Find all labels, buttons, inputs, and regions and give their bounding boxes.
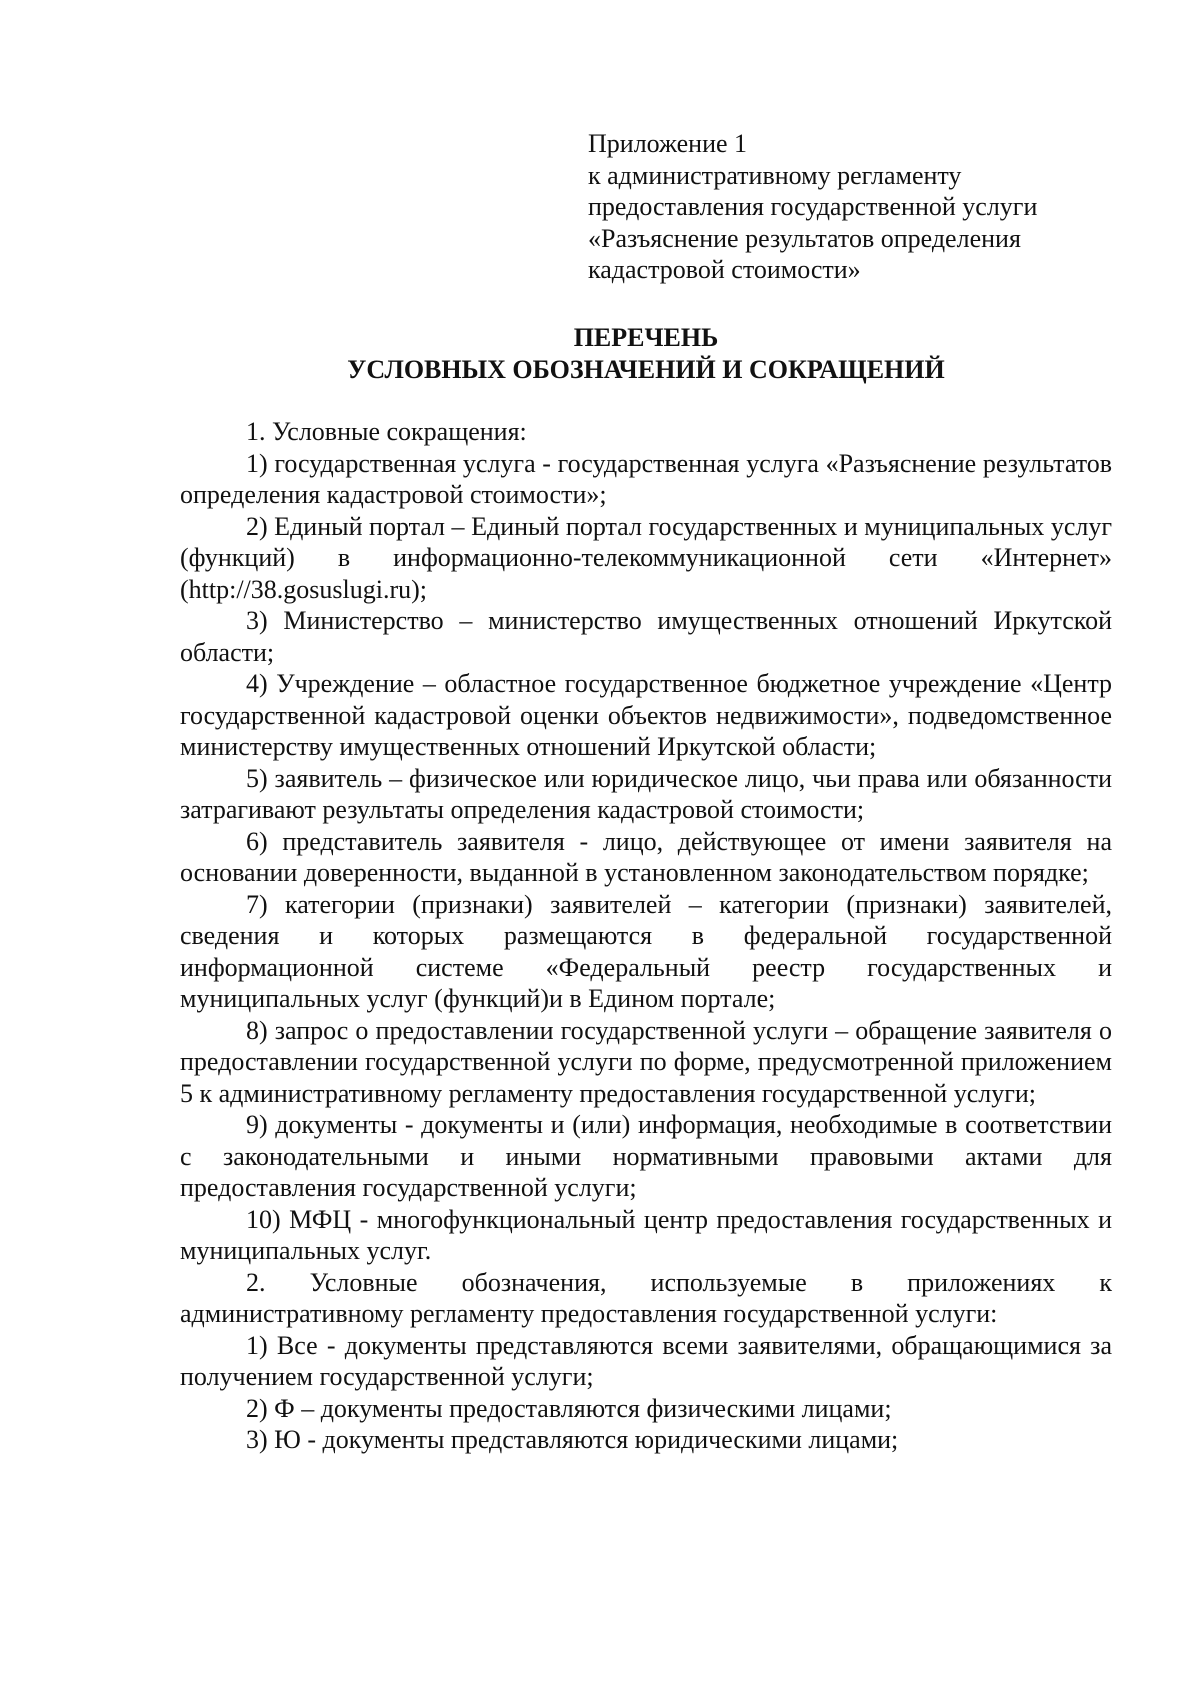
document-body bbox=[180, 416, 1112, 1456]
section-heading: 2. Условные обозначения, используемые в приложениях к административному регламенту предоставления государственной услуги: bbox=[180, 1267, 1112, 1328]
appendix-line: к административному регламенту bbox=[588, 160, 962, 190]
list-item: 2) Ф – документы предоставляются физическими лицами; bbox=[246, 1393, 892, 1423]
list-item: 1) Все - документы представляются всеми заявителями, обращающимися за получением государственной услуги; bbox=[180, 1330, 1112, 1391]
list-item: 5) заявитель – физическое или юридическое лицо, чьи права или обязанности затрагивают результаты определения кадастровой стоимости; bbox=[180, 763, 1112, 824]
list-item: 9) документы - документы и (или) информация, необходимые в соответствии с законодательными и иными нормативными правовыми актами для предоставления государственной услуги; bbox=[180, 1110, 1112, 1202]
list-item: 7) категории (признаки) заявителей – категории (признаки) заявителей, сведения и которых размещаются в федеральной государственной информационной системе «Федеральный реестр государственных и муниципальных услуг (функций)и в Едином портале; bbox=[180, 889, 1112, 1013]
list-item: 4) Учреждение – областное государственное бюджетное учреждение «Центр государственной кадастровой оценки объектов недвижимости», подведомственное министерству имущественных отношений Иркутской области; bbox=[180, 669, 1112, 761]
list-item: 8) запрос о предоставлении государственной услуги – обращение заявителя о предоставлении государственной услуги по форме, предусмотренной приложением 5 к административному регламенту предоставления государственной услуги; bbox=[180, 1015, 1112, 1108]
section-heading: 1. Условные сокращения: bbox=[246, 417, 527, 446]
title-line: ПЕРЕЧЕНЬ bbox=[573, 323, 719, 352]
appendix-line: кадастровой стоимости» bbox=[588, 255, 861, 284]
appendix-line: «Разъяснение результатов определения bbox=[588, 223, 1021, 253]
document-title bbox=[180, 322, 1112, 386]
appendix-line: предоставления государственной услуги bbox=[588, 192, 1038, 221]
list-item: 2) Единый портал – Единый портал государственных и муниципальных услуг (функций) в информационно-телекоммуникационной сети «Интернет» (http://38.gosuslugi.ru); bbox=[180, 511, 1112, 604]
appendix-header bbox=[588, 128, 1108, 286]
appendix-line: Приложение 1 bbox=[588, 129, 748, 158]
title-line: УСЛОВНЫХ ОБОЗНАЧЕНИЙ И СОКРАЩЕНИЙ bbox=[347, 355, 945, 384]
list-item: 10) МФЦ - многофункциональный центр предоставления государственных и муниципальных услуг. bbox=[180, 1204, 1112, 1265]
list-item: 1) государственная услуга - государственная услуга «Разъяснение результатов определения кадастровой стоимости»; bbox=[180, 448, 1112, 509]
list-item: 3) Министерство – министерство имущественных отношений Иркутской области; bbox=[180, 606, 1112, 667]
list-item: 6) представитель заявителя - лицо, действующее от имени заявителя на основании доверенности, выданной в установленном законодательством порядке; bbox=[180, 826, 1112, 887]
list-item: 3) Ю - документы представляются юридическими лицами; bbox=[246, 1425, 899, 1454]
